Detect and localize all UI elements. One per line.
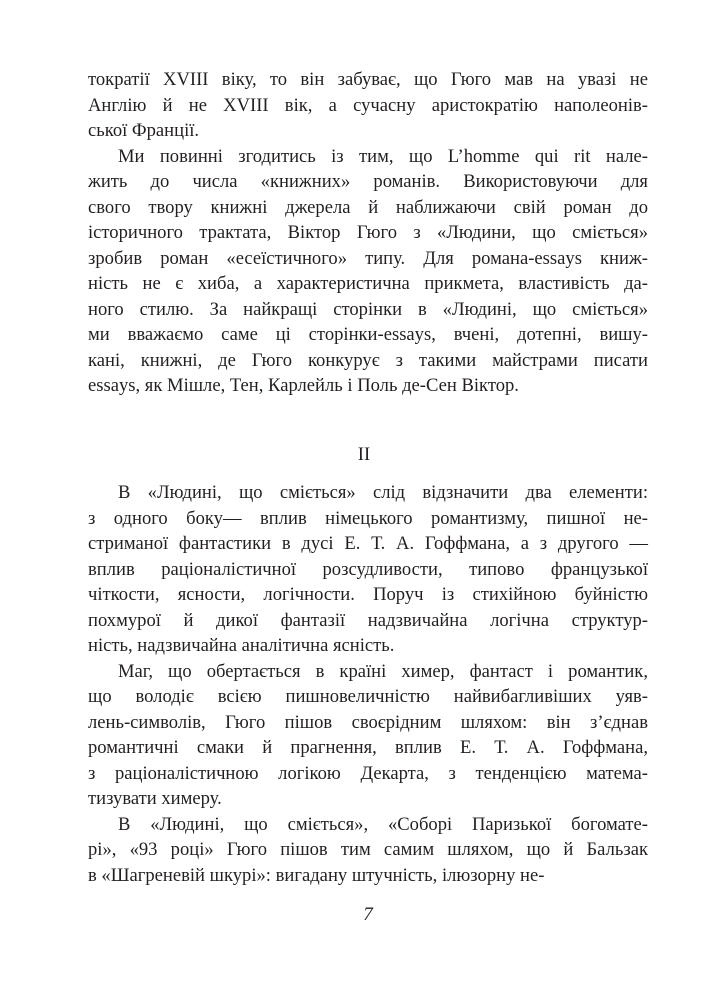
paragraph — [88, 812, 648, 889]
paragraph — [88, 67, 648, 144]
text-line: похмурої й дикої фантазії надзвичайна логічна структур- — [88, 609, 648, 631]
paragraph — [88, 480, 648, 659]
text-line: вплив раціоналістичної розсудливости, типово французької — [88, 558, 648, 580]
text-block-top — [88, 67, 648, 399]
text-line: з одного боку— вплив німецького романтизму, пишної не- — [88, 507, 648, 529]
text-line: стриманої фантастики в дусі Е. Т. А. Гоффмана, а з другого — — [88, 533, 648, 554]
text-line: свого твору книжні джерела й наближаючи свій роман до — [88, 196, 648, 218]
text-line: ми вважаємо саме ці сторінки-essays, вчені, дотепні, вишу- — [88, 324, 648, 345]
text-line: Англію й не XVIII вік, а сучасну аристократію наполеонів- — [88, 94, 648, 116]
text-line: в «Шагреневій шкурі»: вигадану штучність, ілюзорну не- — [88, 864, 545, 886]
text-line: чіткости, ясности, логічности. Поруч із стихійною буйністю — [88, 584, 648, 605]
text-line: Ми повинні згодитись із тим, що L’homme qui rit нале- — [118, 145, 648, 167]
text-line: лень-символів, Гюго пішов своєрідним шляхом: він з’єднав — [88, 711, 648, 733]
text-line: рі», «93 році» Гюго пішов тим самим шляхом, що й Бальзак — [88, 839, 648, 860]
paragraph — [88, 659, 648, 812]
text-line: ської Франції. — [88, 120, 200, 141]
text-line: В «Людині, що сміється» слід відзначити два елементи: — [118, 482, 648, 503]
text-line: історичного трактата, Віктор Гюго з «Людини, що сміється» — [88, 222, 648, 243]
text-block-bottom — [88, 480, 648, 888]
text-line: essays, як Мішле, Тен, Карлейль і Поль де-Сен Віктор. — [88, 375, 519, 396]
text-line: романтичні смаки й прагнення, вплив Е. Т. А. Гоффмана, — [88, 737, 648, 758]
text-line: В «Людині, що сміється», «Соборі Паризької богомате- — [118, 813, 648, 835]
text-line: що володіє всією пишновеличністю найвибагливіших уяв- — [88, 686, 648, 707]
paragraph — [88, 144, 648, 399]
section-heading: II — [357, 444, 371, 465]
text-line: зробив роман «есеїстичного» типу. Для романа-essays книж- — [88, 247, 648, 269]
text-line: ність не є хиба, а характеристична прикмета, властивість да- — [88, 273, 648, 294]
text-line: ність, надзвичайна аналітична ясність. — [88, 635, 395, 656]
text-line: Маг, що обертається в країні химер, фантаст і романтик, — [118, 660, 648, 682]
text-line: ного стилю. За найкращі сторінки в «Людині, що сміється» — [88, 298, 648, 320]
text-line: тизувати химеру. — [88, 788, 222, 809]
text-line: тократії XVIII віку, то він забуває, що Гюго мав на увазі не — [88, 69, 648, 90]
page-number: 7 — [363, 904, 373, 925]
text-line: жить до числа «книжних» романів. Використовуючи для — [88, 171, 648, 192]
text-line: з раціоналістичною логікою Декарта, з тенденцією матема- — [88, 762, 648, 784]
text-line: кані, книжні, де Гюго конкурує з такими майстрами писати — [88, 349, 648, 371]
